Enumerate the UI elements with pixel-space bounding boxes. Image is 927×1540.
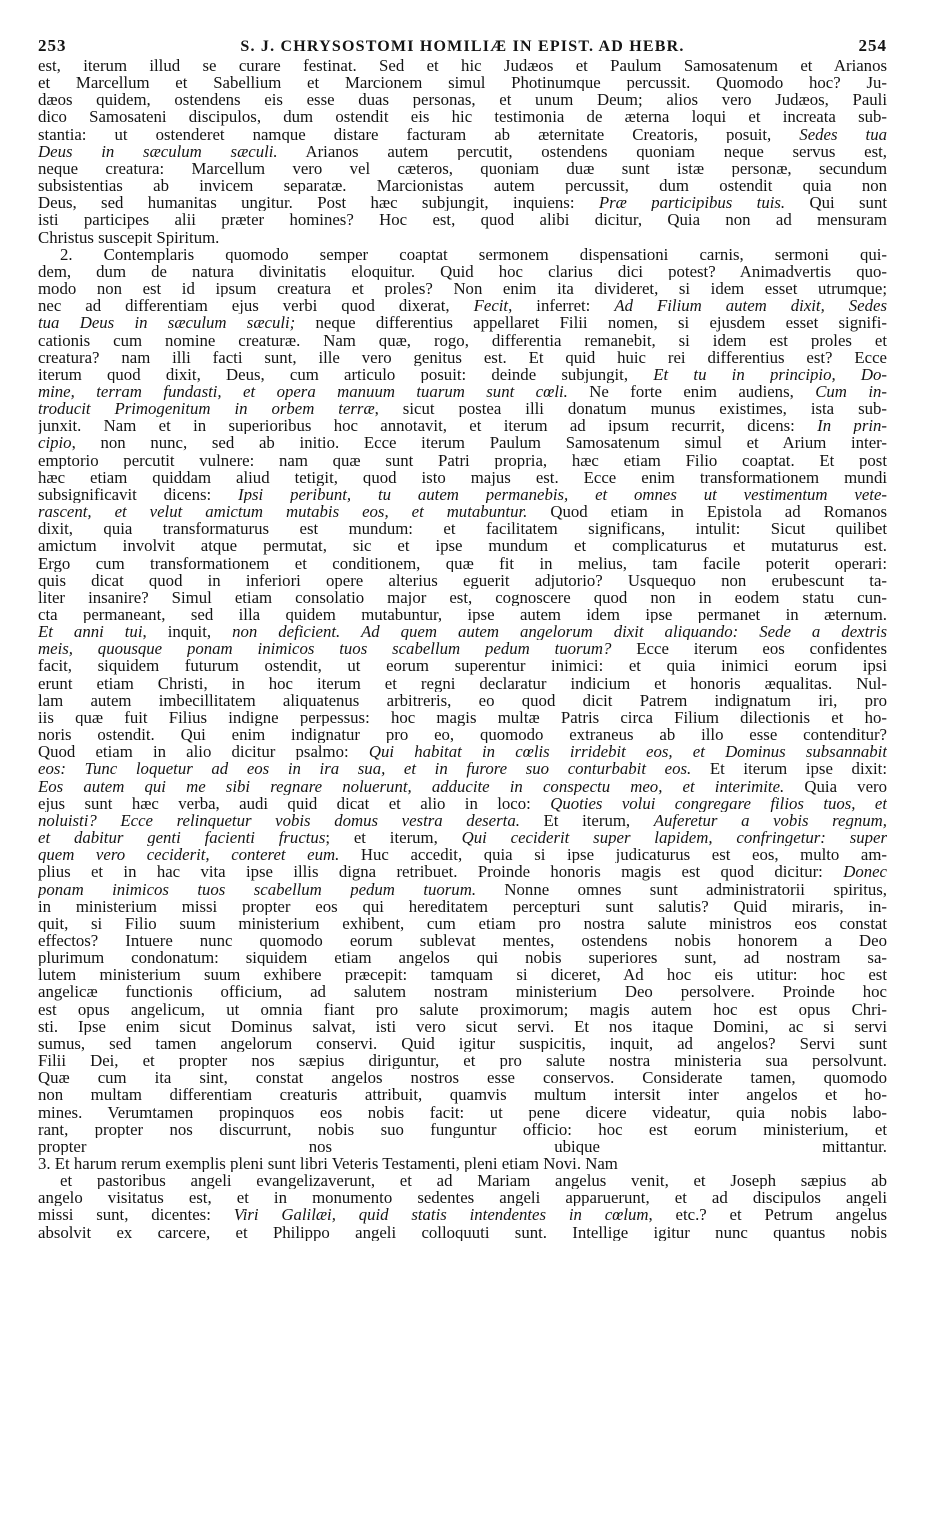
text-line: Ergo cum transformationem et conditionem, quæ fit in melius, tam facile poterit operari: — [38, 554, 887, 572]
text-line: cipio, non nunc, sed ab initio. Ecce iterum Paulum Samosatenum simul et Arium inter- — [38, 434, 887, 452]
text-line: ponam inimicos tuos scabellum pedum tuorum. Nonne omnes sunt administratorii spiritus, — [38, 880, 887, 898]
text-line: liter insanire? Simul etiam consolatio major est, cognoscere quod non in eodem statu cun- — [38, 588, 887, 606]
text-line: Deus, sed humanitas ungitur. Post hæc subjungit, inquiens: Præ participibus tuis. Qui sunt — [38, 194, 887, 212]
text-line: erunt etiam Christi, in hoc iterum et regni declaratur indicium et honoris æqualitas. Nul- — [38, 674, 887, 692]
text-line: Quæ cum ita sint, constat angelos nostros esse conservos. Considerate tamen, quomodo — [38, 1069, 887, 1087]
text-line: iis quæ fuit Filius indigne perpessus: hoc magis multæ Patris circa Filium dilectionis et ho- — [38, 708, 887, 727]
text-line: dico Samosateni discipulos, dum ostendit eis hic testimonia de æterna loqui et increata sub- — [38, 108, 887, 126]
text-line: rant, propter nos discurrunt, nobis suo funguntur officio: hoc est eorum ministerium, et — [38, 1120, 887, 1138]
text-line: non multam differentiam creaturis attribuit, quamvis multum intersit inter angelos et ho- — [38, 1086, 887, 1104]
page-number-right: 254 — [858, 36, 887, 55]
text-line: sumus, sed tamen angelorum conservi. Quid igitur suspicitis, inquit, ad angelos? Servi sunt — [38, 1034, 887, 1053]
body-text — [38, 57, 887, 1241]
text-line: absolvit ex carcere, et Philippo angeli colloquuti sunt. Intellige igitur nunc quantus nobis — [38, 1223, 887, 1241]
text-line: angelo visitatus est, et in monumento sedentes angeli apparuerunt, et ad discipulos angeli — [38, 1189, 887, 1207]
text-line: facit, siquidem futurum ostendit, ut eorum superentur inimici: et quia inimici eorum ipsi — [38, 657, 887, 675]
text-line: angelicæ functionis officium, ad salutem nostram ministerium Deo persolvere. Proinde hoc — [38, 983, 887, 1001]
text-line: quem vero ceciderit, conteret eum. Huc accedit, quia si ipse judicaturus est eos, multo am- — [38, 846, 887, 864]
page-header — [38, 36, 887, 56]
text-line: cationis cum nomine creaturæ. Nam quæ, rogo, differentia remanebit, si idem est proles et — [38, 331, 887, 349]
text-line: isti participes alii præter homines? Hoc est, quod alibi dicitur, Quia non ad mensuram — [38, 211, 887, 229]
text-line: quis dicat quod in inferiori opere alterius eguerit adjutorio? Usquequo non erubescunt ta- — [38, 571, 887, 589]
text-line: noris ostendit. Qui enim indignatur pro eo, quomodo extraneus ab illo esse contenditur? — [38, 726, 887, 744]
text-line: nec ad differentiam ejus verbi quod dixerat, Fecit, inferret: Ad Filium autem dixit, Sedes — [38, 297, 887, 315]
text-line: rascent, et velut amictum mutabis eos, et mutabuntur. Quod etiam in Epistola ad Romanos — [38, 503, 887, 521]
text-line: lam autem imbecillitatem aliquatenus arbitreris, eo quod dicit Patrem indignatum iri, pro — [38, 691, 887, 709]
text-line: sti. Ipse enim sicut Dominus salvat, isti vero sicut servi. Et nos itaque Domini, ac si servi — [38, 1017, 887, 1035]
text-line: mines. Verumtamen propinquos eos nobis facit: ut pene dicere videatur, quia nobis labo- — [38, 1103, 887, 1121]
text-line: Filii Dei, et propter nos sæpius diriguntur, et pro salute nostra ministeria sua persolvunt. — [38, 1052, 887, 1070]
text-line: effectos? Intuere nunc quomodo eorum sublevat mentes, ostendens nobis honorem a Deo — [38, 931, 887, 950]
text-line: cta permaneant, sed illa quidem mutabuntur, ipse autem idem ipse permanet in æternum. — [38, 606, 887, 624]
text-line: Eos autem qui me sibi regnare noluerunt, adducite in conspectu meo, et interimite. Quia vero — [38, 777, 887, 795]
text-line: missi sunt, dicentes: Viri Galilæi, quid statis intendentes in cœlum, etc.? et Petrum angelus — [38, 1206, 887, 1224]
text-line: modo non est id ipsum creatura et proles? Non enim ita divideret, si idem esset utrumque; — [38, 280, 887, 298]
text-line: lutem ministerium suum exhibere præcepit: tamquam si diceret, Ad hoc eis utitur: hoc est — [38, 966, 887, 984]
text-line: tua Deus in sæculum sæculi; neque differentius appellaret Filii nomen, si ejusdem esset signifi- — [38, 314, 887, 332]
text-line: subsignificavit dicens: Ipsi peribunt, tu autem permanebis, et omnes ut vestimentum vete- — [38, 485, 887, 504]
text-line: subsistentias ab invicem separatæ. Marcionistas autem percussit, dum ostendit quia non — [38, 177, 887, 195]
text-line: in ministerium missi propter eos qui hereditatem percepturi sunt salutis? Quid miraris, in- — [38, 897, 887, 915]
text-line: est opus angelicum, ut omnia fiant pro salute proximorum; magis autem hoc est opus Chri- — [38, 1000, 887, 1018]
text-line: est, iterum illud se curare festinat. Sed et hic Judæos et Paulum Samosatenum et Arianos — [38, 57, 887, 75]
running-title: S. J. CHRYSOSTOMI HOMILIÆ IN EPIST. AD HEBR. — [240, 38, 685, 55]
text-line: neque creatura: Marcellum vero vel cæteros, quoniam duæ sunt istæ personæ, secundum — [38, 159, 887, 178]
text-line: propter nos ubique mittantur. — [38, 1137, 887, 1155]
text-line: junxit. Nam et in superioribus hoc annotavit, et iterum ad ipsum recurrit, dicens: In prin- — [38, 417, 887, 435]
text-line: meis, quousque ponam inimicos tuos scabellum pedum tuorum? Ecce iterum eos confidentes — [38, 640, 887, 658]
text-line: creatura? nam illi facti sunt, ille vero genitus est. Et quid huic rei differentius est? Ecce — [38, 348, 887, 366]
text-line: emptorio percutit vulnere: nam quæ sunt Patri propria, hæc etiam Filio coaptat. Et post — [38, 451, 887, 469]
text-line: Et anni tui, inquit, non deficient. Ad quem autem angelorum dixit aliquando: Sede a dextris — [38, 623, 887, 641]
text-line: dæos quidem, ostendens eis esse duas personas, et unum Deum; alios vero Judæos, Pauli — [38, 91, 887, 109]
text-line: troducit Primogenitum in orbem terræ, sicut postea illi donatum munus existimes, ista sub- — [38, 400, 887, 418]
text-line: iterum quod dixit, Deus, cum articulo posuit: deinde subjungit, Et tu in principio, Do- — [38, 365, 887, 383]
text-line: quit, si Filio suum ministerium exhibent, cum etiam pro nostra salute ministros eos constat — [38, 914, 887, 932]
text-line: et Marcellum et Sabellium et Marcionem simul Photinumque percussit. Quomodo hoc? Ju- — [38, 74, 887, 92]
text-line: stantia: ut ostenderet namque distare facturam ab æternitate Creatoris, posuit, Sedes tua — [38, 125, 887, 143]
text-line: ejus sunt hæc verba, audi quid dicat et alio in loco: Quoties volui congregare filios tuos, et — [38, 794, 887, 812]
text-line: mine, terram fundasti, et opera manuum tuarum sunt cœli. Ne forte enim audiens, Cum in- — [38, 382, 887, 401]
text-line: Quod etiam in alio dicitur psalmo: Qui habitat in cœlis irridebit eos, et Dominus subsannabit — [38, 743, 887, 761]
text-line: plurimum condonatum: siquidem etiam angelos qui nobis superiores sunt, ad nostram sa- — [38, 949, 887, 967]
text-line: et pastoribus angeli evangelizaverunt, et ad Mariam angelus venit, et Joseph sæpius ab — [60, 1172, 887, 1190]
text-line: hæc etiam quiddam aliud tetigit, quod isto majus est. Ecce enim transformationem mundi — [38, 468, 887, 486]
text-line: Deus in sæculum sæculi. Arianos autem percutit, ostendens quoniam neque servus est, — [38, 142, 887, 160]
text-line: plius et in hac vita ipse illis digna retribuet. Proinde honoris magis est quod dicitur: Donec — [38, 863, 887, 881]
text-line: amictum involvit atque permutat, sic et ipse mundum et complicaturus et mutaturus est. — [38, 537, 887, 555]
text-line: eos: Tunc loquetur ad eos in ira sua, et in furore suo conturbabit eos. Et iterum ipse dixit: — [38, 760, 887, 778]
text-line: 2. Contemplaris quomodo semper coaptat sermonem dispensationi carnis, sermoni qui- — [60, 245, 887, 263]
text-line: noluisti? Ecce relinquetur vobis domus vestra deserta. Et iterum, Auferetur a vobis regnum, — [38, 811, 887, 830]
text-line: dem, dum de natura divinitatis eloquitur. Quid hoc clarius dici potest? Animadvertis quo- — [38, 262, 887, 281]
page-number-left: 253 — [38, 36, 67, 55]
text-line: et dabitur genti facienti fructus; et iterum, Qui ceciderit super lapidem, confringetur: super — [38, 829, 887, 847]
text-line: Christus suscepit Spiritum. — [38, 228, 220, 246]
text-line: 3. Et harum rerum exemplis pleni sunt libri Veteris Testamenti, pleni etiam Novi. Nam — [38, 1155, 618, 1173]
text-line: dixit, quia transformaturus est mundum: et facilitatem significans, intulit: Sicut quilibet — [38, 520, 887, 538]
